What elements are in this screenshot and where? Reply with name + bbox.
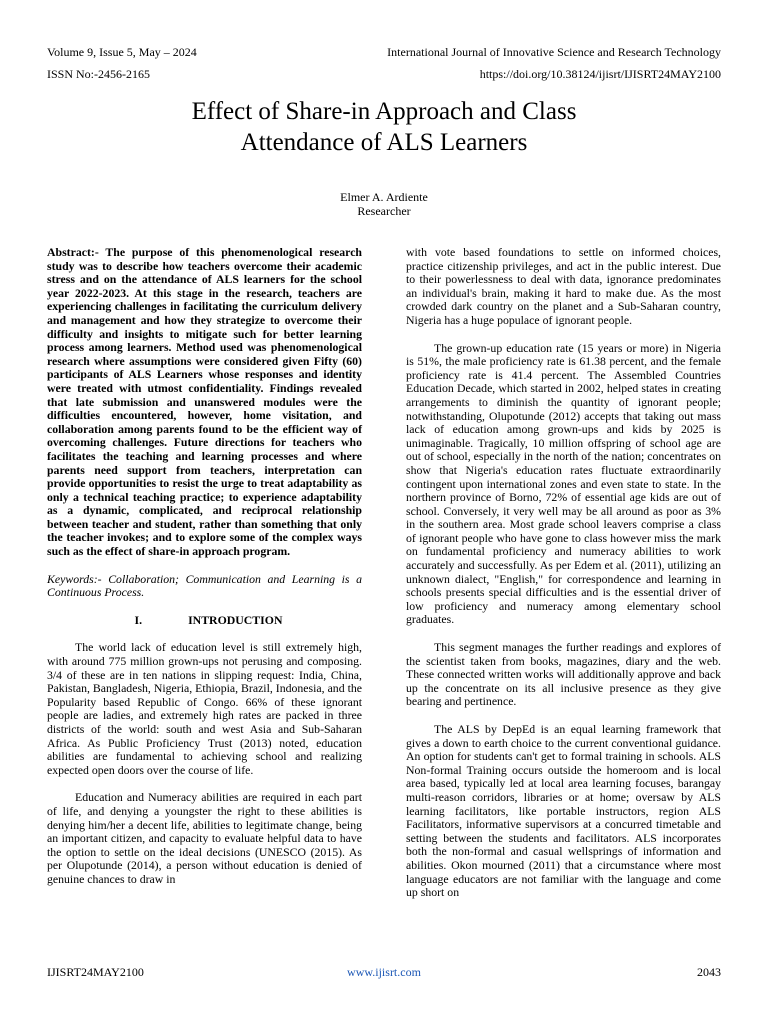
title-line-2: Attendance of ALS Learners [240,129,528,156]
section-number: I. [134,612,143,627]
left-paragraph-2: Education and Numeracy abilities are required in each part of life, and denying a youngster the right to these abilities is denying him/her a decent life, abilities to legitimate change, being an important citizen, and capacity to evaluate helpful data to have the option to settle on the ideal decisions (UNESCO (2015). As per Olupotunde (2014), a person without education is denied of genuine chances to draw in [47,790,362,886]
right-paragraph-1: with vote based foundations to settle on informed choices, practice citizenship privileges, and act in the public interest. Due to their powerlessness to deal with data, ignorance predominates an individual's brain, making it hard to make due. As the most crowded dark country on the planet and a Sub-Saharan country, Nigeria has a huge populace of ignorant people. [406,245,721,327]
left-paragraph-1: The world lack of education level is still extremely high, with around 775 million grown-ups not perusing and composing. 3/4 of these are in ten nations in slipping request: India, China, Pakistan, Bangladesh, Nigeria, Ethiopia, Brazil, Indonesia, and the Popularity based Republic of Congo. 66% of these ignorant people are ladies, and extremely high rates are packed in three districts of the world: south and west Asia and Sub-Saharan Africa. As Public Proficiency Trust (2013) noted, education abilities are fundamental to achieving school and realizing expected open doors over the course of life. [47,640,362,777]
right-paragraph-3: This segment manages the further readings and explores of the scientist taken from books, magazines, diary and the web. These connected written works will additionally approve and back up the concentrate on its all inclusive presence as they give bearing and pertinence. [406,640,721,709]
doi-link[interactable]: https://doi.org/10.38124/ijisrt/IJISRT24MAY2100 [479,67,721,81]
section-title: INTRODUCTION [188,612,283,627]
right-column [406,246,721,914]
author-block [0,191,768,218]
page-number: 2043 [697,965,721,979]
author-name: Elmer A. Ardiente [340,190,428,204]
journal-name: International Journal of Innovative Science and Research Technology [387,45,721,59]
title-line-1: Effect of Share-in Approach and Class [191,98,577,125]
footer-code: IJISRT24MAY2100 [47,965,144,979]
issn: ISSN No:-2456-2165 [47,67,151,81]
author-role: Researcher [357,203,411,218]
keywords: Keywords:- Collaboration; Communication and Learning is a Continuous Process. [47,571,362,600]
footer-website-link[interactable]: www.ijisrt.com [347,965,421,979]
right-paragraph-2: The grown-up education rate (15 years or more) in Nigeria is 51%, the male proficiency rate is 61.38 percent, and the female proficiency rate is 41.4 percent. The Assembled Countries Education Decade, which started in 2002, helped states in creating arrangements to diminish the quantity of ignorant people; notwithstanding, Olupotunde (2012) accepts that taking out mass lack of education among grown-ups and kids by 2025 is unimaginable. Tragically, 10 million offspring of school age are out of school, especially in the north of the nation; concentrates on show that Nigeria's education rates fluctuate extraordinarily contingent upon international zones and even state to state. In the northern province of Borno, 72% of essential age kids are out of school. Conversely, it very well may be all around as poor as 3% in the southern area. Most grade school leavers comprise a class of ignorant people who have gone to class however miss the mark on fundamental proficiency and numeracy abilities to work accurately and successfully. As per Edem et al. (2011), utilizing an unknown dialect, "English," for correspondence and learning in schools presents special difficulties and is the essential driver of low proficiency and numeracy among elementary school graduates. [406,340,721,627]
section-heading [47,614,362,628]
paper-title [0,96,768,158]
abstract: Abstract:- The purpose of this phenomenological research study was to describe how teachers overcome their academic stress and on the attendance of ALS learners for the school year 2022-2023. At this stage in the research, teachers are experiencing challenges in facilitating the curriculum delivery and management and how they strategize to overcome their difficulty and insights to mitigate such for better learning process among learners. Method used was phenomenological research where assumptions were considered given Fifty (60) participants of ALS Learners whose responses and identity were treated with utmost confidentiality. Findings revealed that late submission and unanswered modules were the difficulties encountered, however, home visitation, and collaboration among parents found to be the efficient way of overcoming challenges. Future directions for teachers who facilitates the teaching and learning processes and where parents need support from teachers, interpretation can provide opportunities to resist the urge to treat adaptability as only a technical teaching practice; to experience adaptability as a dynamic, complicated, and reciprocal relationship between teacher and student, rather than something that only the teacher invokes; and to explore some of the complex ways such as the effect of share-in approach program. [47,245,362,559]
volume-info: Volume 9, Issue 5, May – 2024 [47,45,197,59]
left-column [47,246,362,901]
right-paragraph-4: The ALS by DepEd is an equal learning framework that gives a down to earth choice to the current conventional guidance. An option for students can't get to formal training in schools. ALS Non-formal Training occurs outside the homeroom and is local area based, typically led at local area learning focuses, barangay multi-reason corridors, libraries or at home; oversaw by ALS learning facilitators, like portable instructors, region ALS Facilitators, informative supervisors at a concurred timetable and setting between the students and facilitators. ALS incorporates both the non-formal and casual wellsprings of information and abilities. Okon mourned (2011) that a circumstance where most language educators are not familiar with the language and come up short on [406,722,721,900]
